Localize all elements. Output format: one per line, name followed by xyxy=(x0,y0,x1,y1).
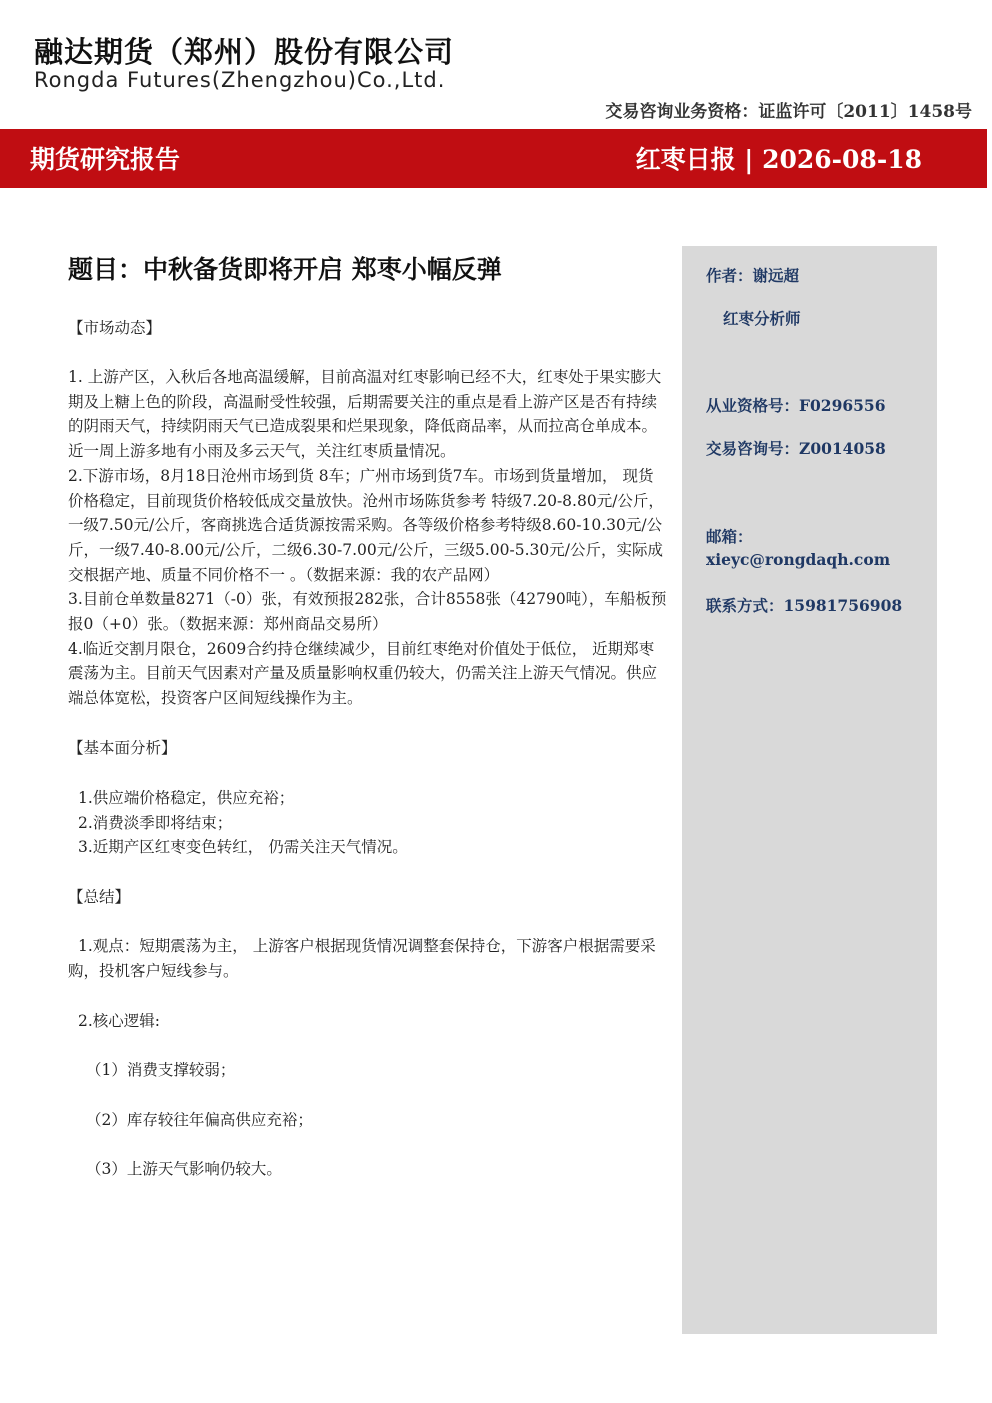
email-address[interactable]: xieyc@rongdaqh.com xyxy=(706,550,891,569)
author-role: 红枣分析师 xyxy=(723,309,801,328)
list-item: 2.消费淡季即将结束； xyxy=(78,813,233,832)
section-summary xyxy=(68,885,668,910)
market-paragraph-2: 2.下游市场，8月18日沧州市场到货 8车；广州市场到货7车。市场到货量增加， 现货价格稳定，目前现货价格较低成交量放快。沧州市场陈货参考 特级7.20-8.80元/公斤，一级7.50元/公斤，客商挑选合适货源按需采购。各等级价格参考特级8.60-10.30元/公斤，一级7.40-8.00元/公斤，二级6.30-7.00元/公斤，三级5.00-5.30元/公斤，实际成交根据产地、质量不同价格不一 。（数据来源：我的农产品网） xyxy=(68,466,664,584)
market-paragraph-3: 3.目前仓单数量8271（-0）张，有效预报282张，合计8558张（42790吨），车船板预报0（+0）张。（数据来源：郑州商品交易所） xyxy=(68,590,667,634)
market-paragraph-4: 4.临近交割月限仓，2609合约持仓继续减少，目前红枣绝对价值处于低位， 近期郑枣震荡为主。目前天气因素对产量及质量影响权重仍较大，仍需关注上游天气情况。供应端总体宽松，投资客户区间短线操作为主。 xyxy=(68,639,658,708)
logic-heading: 2.核心逻辑: xyxy=(78,1012,161,1030)
company-name-cn: 融达期货（郑州）股份有限公司 xyxy=(34,35,455,69)
summary-logic-heading xyxy=(68,1009,668,1034)
license-info: 交易咨询业务资格：证监许可〔2011〕1458号 xyxy=(605,102,972,122)
list-item: （2）库存较往年偏高供应充裕； xyxy=(86,1111,313,1129)
summary-view xyxy=(68,934,668,983)
summary-heading: 【总结】 xyxy=(68,888,131,906)
list-item: （1）消费支撑较弱； xyxy=(86,1061,236,1079)
list-item: 3.近期产区红枣变色转红， 仍需关注天气情况。 xyxy=(78,838,408,857)
section-market xyxy=(68,365,668,711)
list-item: 1.供应端价格稳定，供应充裕； xyxy=(78,789,295,807)
author-sidebar xyxy=(682,246,937,1334)
market-heading: 【市场动态】 xyxy=(68,319,162,337)
email-label: 邮箱： xyxy=(706,527,753,546)
report-title: 题目：中秋备货即将开启 郑枣小幅反弹 xyxy=(68,255,502,284)
logic-item-2 xyxy=(68,1108,668,1133)
contact-phone: 联系方式：15981756908 xyxy=(706,596,903,615)
section-market-heading xyxy=(68,316,668,341)
report-date: 红枣日报 | 2026-08-18 xyxy=(635,145,922,174)
fundamentals-list xyxy=(68,786,668,860)
cert-number: 从业资格号：F0296556 xyxy=(706,396,886,415)
fundamentals-heading: 【基本面分析】 xyxy=(68,739,177,757)
company-name-en: Rongda Futures(Zhengzhou)Co.,Ltd. xyxy=(34,68,446,92)
logic-item-1 xyxy=(68,1058,668,1083)
section-fundamentals xyxy=(68,736,668,761)
list-item: （3）上游天气影响仍较大。 xyxy=(86,1160,282,1178)
market-paragraph-1: 1. 上游产区，入秋后各地高温缓解，目前高温对红枣影响已经不大，红枣处于果实膨大期及上糖上色的阶段，高温耐受性较强，后期需要关注的重点是看上游产区是否有持续的阴雨天气，持续阴雨天气已造成裂果和烂果现象，降低商品率，从而拉高仓单成本。近一周上游多地有小雨及多云天气，关注红枣质量情况。 xyxy=(68,368,662,461)
author-name: 作者：谢远超 xyxy=(706,266,800,285)
report-main xyxy=(68,250,668,286)
advisory-number: 交易咨询号：Z0014058 xyxy=(706,439,886,458)
logic-item-3 xyxy=(68,1157,668,1182)
report-banner xyxy=(0,129,987,188)
summary-view-text: 1.观点：短期震荡为主， 上游客户根据现货情况调整套保持仓，下游客户根据需要采购，投机客户短线参与。 xyxy=(68,937,656,980)
report-type: 期货研究报告 xyxy=(30,145,181,174)
